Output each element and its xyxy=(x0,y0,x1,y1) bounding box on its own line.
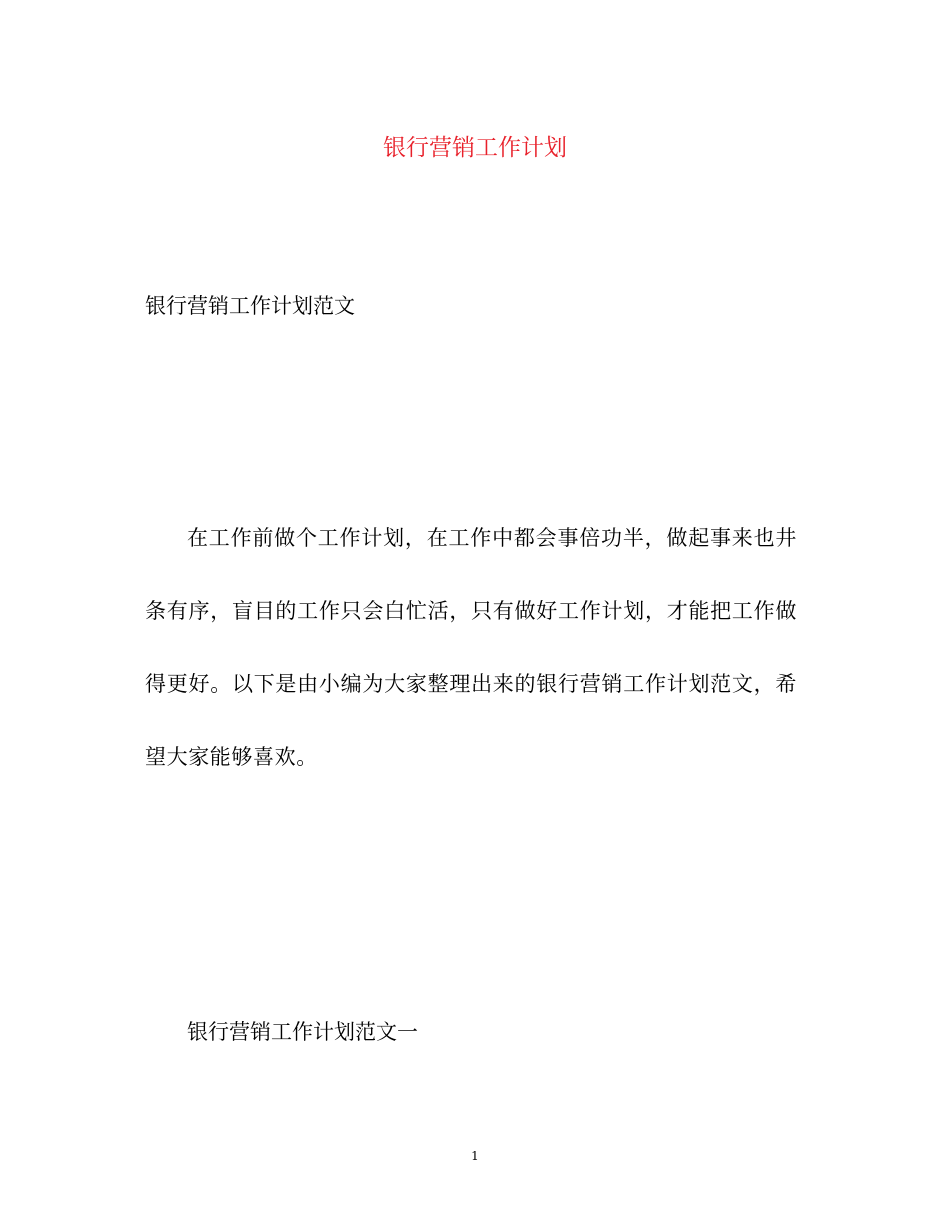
page-number: 1 xyxy=(471,1149,479,1163)
document-title: 银行营销工作计划 xyxy=(383,135,567,161)
section-heading: 银行营销工作计划范文一 xyxy=(187,1020,418,1044)
document-subtitle: 银行营销工作计划范文 xyxy=(145,294,355,318)
intro-paragraph: 在工作前做个工作计划，在工作中都会事倍功半，做起事来也井条有序，盲目的工作只会白忙活，只有做好工作计划，才能把工作做得更好。以下是由小编为大家整理出来的银行营销工作计划范文，希望大家能够喜欢。 xyxy=(145,526,797,769)
